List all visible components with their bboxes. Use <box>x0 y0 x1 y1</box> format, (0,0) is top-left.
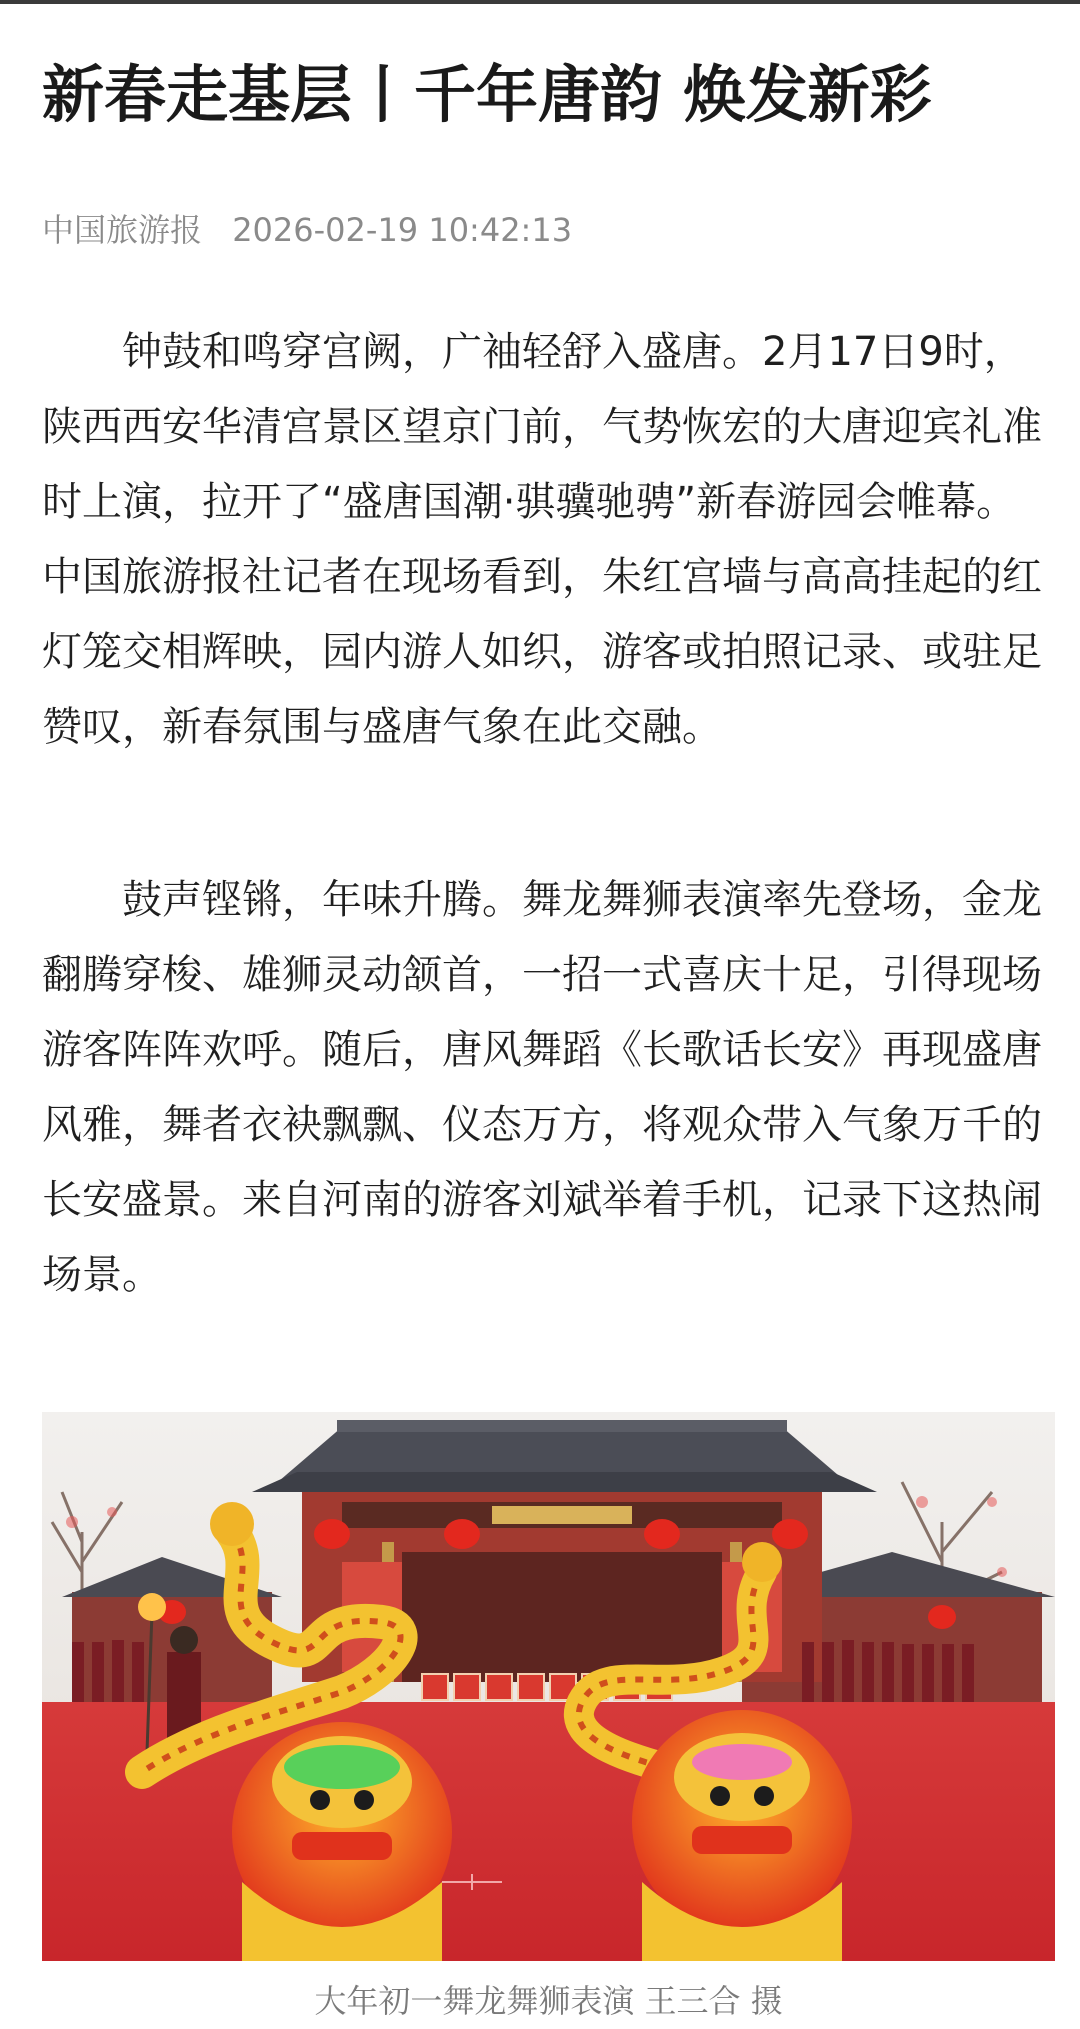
article-paragraph: 钟鼓和鸣穿宫阙，广袖轻舒入盛唐。2月17日9时，陕西西安华清宫景区望京门前，气势恢宏的大唐迎宾礼准时上演，拉开了“盛唐国潮·骐骥驰骋”新春游园会帷幕。中国旅游报社记者在现场看到，朱红宫墙与高高挂起的红灯笼交相辉映，园内游人如织，游客或拍照记录、或驻足赞叹，新春氛围与盛唐气象在此交融。 <box>42 329 1042 750</box>
article-datetime: 2026-02-19 10:42:13 <box>232 211 573 249</box>
photo-caption: 大年初一舞龙舞狮表演 王三合 摄 <box>314 1982 783 2020</box>
article-meta <box>42 206 572 254</box>
article-source[interactable]: 中国旅游报 <box>42 211 203 249</box>
dragon-lion-dance-photo <box>42 1412 1055 1961</box>
top-divider <box>0 0 1080 4</box>
article-photo[interactable] <box>42 1412 1055 1961</box>
article-title: 新春走基层丨千年唐韵 焕发新彩 <box>42 58 932 131</box>
article-paragraph: 鼓声铿锵，年味升腾。舞龙舞狮表演率先登场，金龙翻腾穿梭、雄狮灵动颔首，一招一式喜庆十足，引得现场游客阵阵欢呼。随后，唐风舞蹈《长歌话长安》再现盛唐风雅，舞者衣袂飘飘、仪态万方，将观众带入气象万千的长安盛景。来自河南的游客刘斌举着手机，记录下这热闹场景。 <box>42 877 1042 1298</box>
